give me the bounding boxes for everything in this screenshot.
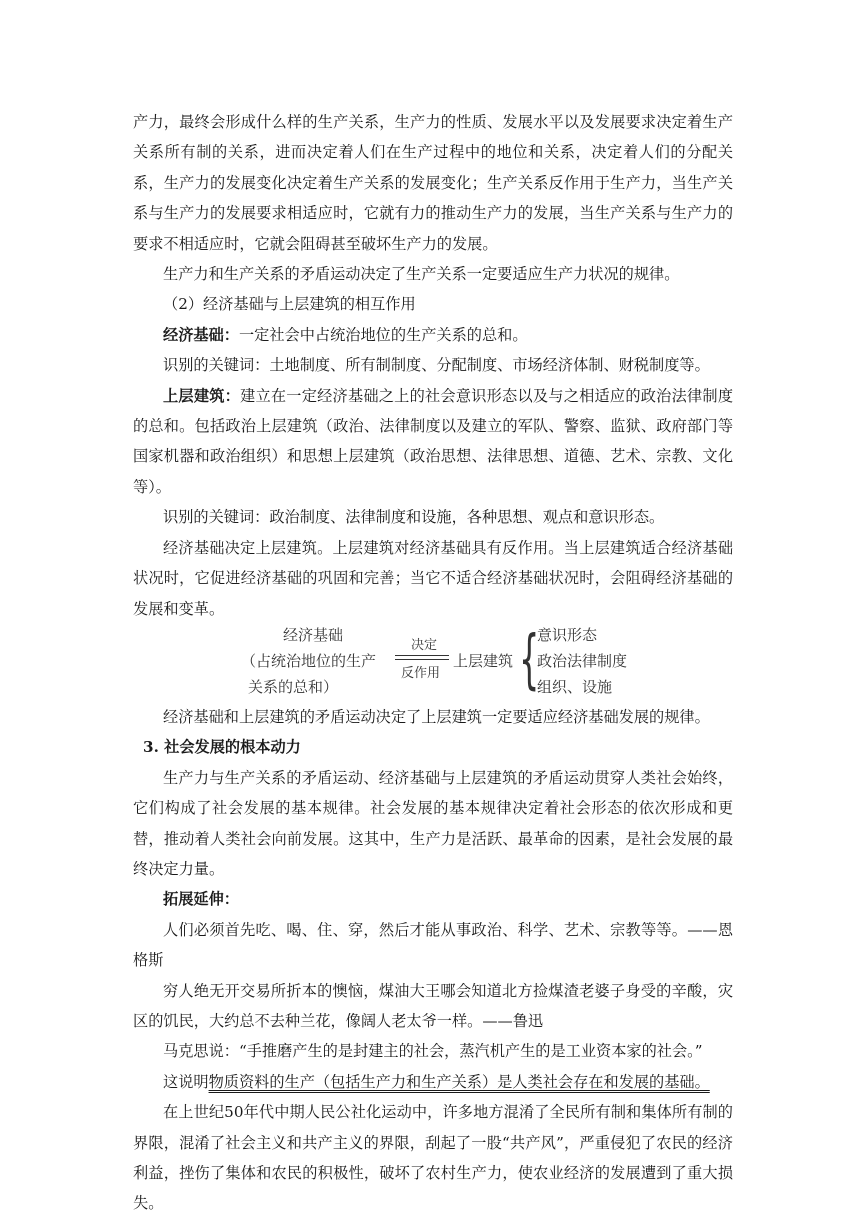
definition: 建立在一定经济基础之上的社会意识形态以及与之相适应的政治法律制度的总和。包括政治上层建筑（政治、法律制度以及建立的军队、警察、监狱、政府部门等国家机器和政治组织）和思想上层建筑（政治思想、法律思想、道德、艺术、宗教、文化等）。 [133, 386, 734, 496]
paragraph: 在上世纪50年代中期人民公社化运动中，许多地方混淆了全民所有制和集体所有制的界限，混淆了社会主义和共产主义的界限，刮起了一股“共产风”，严重侵犯了农民的经济利益，挫伤了集体和农民的积极性，破坏了农村生产力，使农业经济的发展遭到了重大损失。 [133, 1103, 733, 1213]
definition-economic-base [133, 320, 733, 350]
paragraph: 识别的关键词：政治制度、法律制度和设施，各种思想、观点和意识形态。 [163, 508, 665, 527]
arrow-label-react: 反作用 [401, 665, 441, 681]
extension-title: 拓展延伸： [163, 890, 239, 909]
term: 上层建筑： [163, 386, 241, 405]
conclusion [133, 1067, 733, 1097]
paragraph: 经济基础和上层建筑的矛盾运动决定了上层建筑一定要适应经济基础发展的规律。 [163, 707, 710, 726]
diagram-left-line3: 关系的总和） [248, 677, 339, 696]
paragraph: 经济基础决定上层建筑。上层建筑对经济基础具有反作用。当上层建筑适合经济基础状况时，它促进经济基础的巩固和完善；当它不适合经济基础状况时，会阻碍经济基础的发展和变革。 [133, 538, 733, 618]
arrow-label-decide: 决定 [411, 637, 438, 653]
definition: 一定社会中占统治地位的生产关系的总和。 [238, 325, 528, 344]
diagram-right-item: 政治法律制度 [537, 651, 628, 670]
diagram-left-line1: 经济基础 [283, 625, 344, 644]
document-page [133, 107, 733, 1219]
subheading: （2）经济基础与上层建筑的相互作用 [163, 295, 416, 314]
diagram-left-line2: （占统治地位的生产 [241, 651, 377, 670]
diagram-middle: 上层建筑 [453, 651, 514, 670]
paragraph: 产力，最终会形成什么样的生产关系，生产力的性质、发展水平以及发展要求决定着生产关系所有制的关系，进而决定着人们在生产过程中的地位和关系，决定着人们的分配关系，生产力的发展变化决定着生产关系的发展变化；生产关系反作用于生产力，当生产关系与生产力的发展要求相适应时，它就有力的推动生产力的发展，当生产关系与生产力的要求不相适应时，它就会阻碍甚至破坏生产力的发展。 [133, 113, 733, 253]
paragraph: 生产力和生产关系的矛盾运动决定了生产关系一定要适应生产力状况的规律。 [163, 265, 680, 284]
paragraph: 识别的关键词：土地制度、所有制制度、分配制度、市场经济体制、财税制度等。 [163, 356, 710, 375]
arrow-line [395, 659, 449, 660]
arrow-line [395, 655, 449, 656]
definition-superstructure [133, 381, 733, 503]
diagram-right-item: 意识形态 [537, 625, 598, 644]
quote-engels: 人们必须首先吃、喝、住、穿，然后才能从事政治、科学、艺术、宗教等等。——恩格斯 [133, 920, 733, 970]
paragraph: 生产力与生产关系的矛盾运动、经济基础与上层建筑的矛盾运动贯穿人类社会始终，它们构成了社会发展的基本规律。社会发展的基本规律决定着社会形态的依次形成和更替，推动着人类社会向前发展。这其中，生产力是活跃、最革命的因素，是社会发展的最终决定力量。 [133, 768, 733, 878]
conclusion-prefix: 这说明 [163, 1072, 209, 1091]
section-heading: 3. 社会发展的根本动力 [143, 738, 301, 757]
quote-marx: 马克思说：“手推磨产生的是封建主的社会，蒸汽机产生的是工业资本家的社会。” [163, 1042, 703, 1061]
relationship-diagram [133, 624, 733, 702]
brace-icon: { [519, 622, 540, 697]
term: 经济基础： [163, 325, 239, 344]
quote-luxun: 穷人绝无开交易所折本的懊恼，煤油大王哪会知道北方捡煤渣老婆子身受的辛酸，灾区的饥民，大约总不去种兰花，像阔人老太爷一样。——鲁迅 [133, 981, 733, 1030]
diagram-right-item: 组织、设施 [537, 677, 613, 696]
conclusion-underlined: 物质资料的生产（包括生产力和生产关系）是人类社会存在和发展的基础。 [208, 1072, 710, 1091]
